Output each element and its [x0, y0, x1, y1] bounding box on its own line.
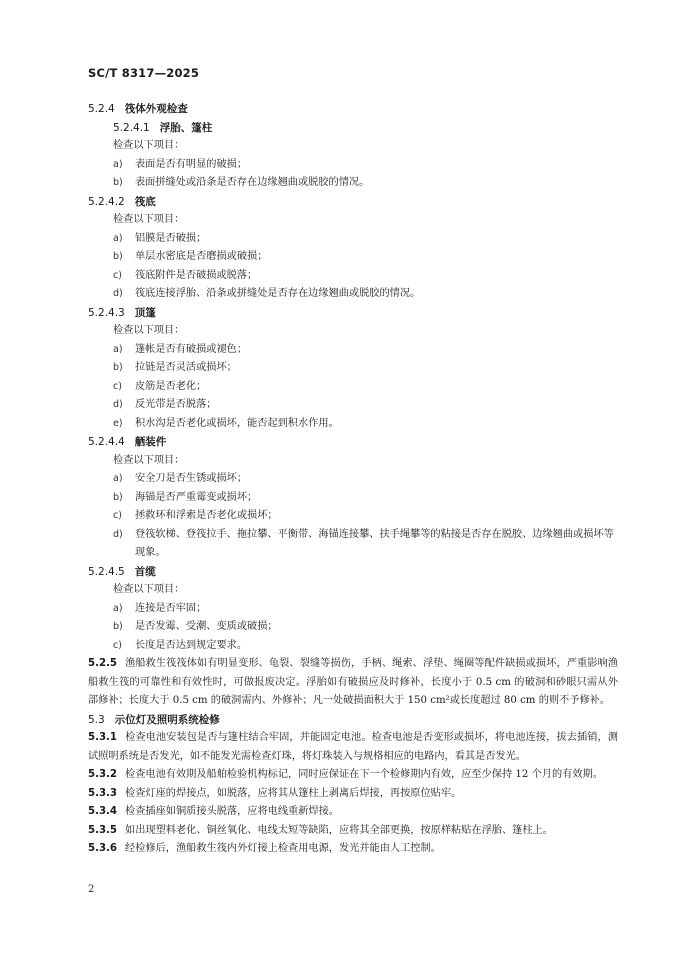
- heading-5-2-4-4: [88, 433, 618, 452]
- list-text: 筏底附件是否破损或脱落；: [135, 269, 258, 281]
- list-marker: a): [113, 343, 123, 355]
- list-marker: c): [113, 269, 122, 281]
- heading-title: 筏底: [134, 195, 156, 208]
- list-marker: c): [113, 639, 122, 651]
- heading-title: 首缆: [134, 565, 156, 578]
- list-item: [88, 489, 618, 508]
- clause-text: 渔船救生筏筏体如有明显变形、龟裂、裂缝等损伤，手柄、绳索、浮垫、绳圈等配件缺损或损坏，严重影响渔船救生筏的可靠性和有效性时，可做报废决定。浮胎如有破损应及时修补，长度小于 0.5 cm 的破洞和砂眼只需从外部修补；长度大于 0.5 cm 的破洞需内、外修补；凡一处破损面积大于 150 cm²或长度超过 80 cm 的则不予修补。: [88, 658, 618, 706]
- page-number: 2: [88, 884, 95, 895]
- list-item: [88, 470, 618, 489]
- heading-5-2-4: [88, 100, 618, 119]
- list-text: 单层水密底是否磨损或破损；: [135, 251, 268, 262]
- list-text: 筏底连接浮胎、沿条或拼缝处是否存在边缘翘曲或脱胶的情况。: [135, 288, 421, 299]
- clause-text: 检查电池有效期及船舶检验机构标记，同时应保证在下一个检修期内有效，应至少保持 12 个月的有效期。: [125, 769, 603, 780]
- clause-text: 检查插座如铜质接头脱落，应将电线重新焊接。: [125, 806, 339, 817]
- list-marker: b): [113, 177, 123, 188]
- intro-text: 检查以下项目：: [113, 325, 185, 336]
- clause-text: 检查灯座的焊接点，如脱落，应将其从篷柱上剥离后焊接，再按原位贴牢。: [125, 787, 462, 799]
- list-item: [88, 618, 618, 637]
- list-item: [88, 156, 618, 175]
- paragraph-5-3-6: [88, 840, 618, 859]
- list-item: [88, 415, 618, 434]
- list-item: [88, 507, 618, 526]
- list-text: 安全刀是否生锈或损坏；: [135, 473, 248, 484]
- list-text: 反光带是否脱落；: [135, 399, 217, 410]
- list-marker: b): [113, 621, 123, 632]
- list-marker: d): [113, 399, 123, 410]
- intro-text: 检查以下项目：: [113, 140, 185, 151]
- intro-text: 检查以下项目：: [113, 584, 185, 595]
- list-marker: b): [113, 491, 123, 503]
- list-marker: b): [113, 251, 123, 262]
- list-marker: c): [113, 510, 122, 521]
- clause-number: 5.3.1: [88, 732, 118, 743]
- list-text: 拯救环和浮索是否老化或损坏；: [135, 510, 278, 521]
- clause-number: 5.3.2: [88, 769, 118, 780]
- list-text: 铝膜是否破损；: [135, 232, 207, 244]
- paragraph-5-3-2: [88, 766, 618, 785]
- clause-text: 经检修后，渔船救生筏内外灯接上检查用电源，发光并能由人工控制。: [125, 843, 441, 854]
- heading-5-2-4-3: [88, 304, 618, 323]
- intro-text: 检查以下项目：: [113, 454, 185, 466]
- heading-number: 5.2.4.2: [88, 195, 125, 208]
- list-text: 海锚是否严重霉变或损坏；: [135, 491, 258, 503]
- heading-5-2-4-1: [88, 119, 618, 138]
- list-marker: a): [113, 602, 123, 614]
- list-item: [88, 341, 618, 360]
- list-item: [88, 378, 618, 397]
- heading-title: 浮胎、篷柱: [159, 121, 213, 134]
- heading-number: 5.2.4.5: [88, 565, 125, 578]
- list-text: 皮筋是否老化；: [135, 380, 207, 392]
- list-marker: d): [113, 528, 123, 540]
- intro-text: 检查以下项目：: [113, 214, 185, 225]
- heading-5-2-4-2: [88, 193, 618, 212]
- clause-number: 5.2.5: [88, 658, 118, 669]
- paragraph-5-3-4: [88, 803, 618, 822]
- list-marker: a): [113, 158, 123, 170]
- heading-number: 5.2.4: [88, 103, 115, 115]
- heading-title: 舾装件: [134, 436, 167, 448]
- list-marker: a): [113, 473, 123, 484]
- list-text: 长度是否达到规定要求。: [135, 639, 248, 651]
- paragraph-5-2-5: [88, 655, 618, 711]
- heading-title: 筏体外观检查: [124, 103, 188, 115]
- clause-number: 5.3.3: [88, 787, 118, 799]
- list-text: 拉链是否灵活或损坏；: [135, 362, 237, 373]
- list-item: [88, 248, 618, 267]
- clause-number: 5.3.4: [88, 806, 118, 817]
- paragraph-5-3-1: [88, 729, 618, 766]
- list-text: 积水沟是否老化或损坏，能否起到积水作用。: [135, 417, 339, 429]
- list-item: [88, 359, 618, 378]
- heading-5-2-4-5: [88, 563, 618, 582]
- list-text: 登筏软梯、登筏拉手、拖拉攀、平衡带、海锚连接攀、扶手绳攀等的粘接是否存在脱胶、边缘翘曲或损坏等现象。: [135, 528, 614, 558]
- list-text: 表面拼缝处或沿条是否存在边缘翘曲或脱胶的情况。: [135, 177, 370, 188]
- document-body: [88, 100, 618, 859]
- clause-text: 如出现塑料老化、铜丝氧化、电线太短等缺陷，应将其全部更换，按原样粘贴在浮胎、篷柱上。: [125, 824, 553, 836]
- list-marker: a): [113, 232, 123, 244]
- list-item: [88, 600, 618, 619]
- heading-number: 5.2.4.3: [88, 306, 125, 319]
- list-item: [88, 174, 618, 193]
- list-marker: d): [113, 288, 123, 299]
- clause-text: 检查电池安装包是否与篷柱结合牢固，并能固定电池。检查电池是否变形或损坏，将电池连接，拔去插销，测试照明系统是否发光，如不能发光需检查灯珠，将灯珠装入与规格相应的电路内，看其是否发光。: [88, 732, 618, 762]
- heading-title: 示位灯及照明系统检修: [114, 713, 220, 726]
- list-text: 篷帐是否有破损或褪色；: [135, 343, 248, 355]
- list-item: [88, 285, 618, 304]
- list-text: 表面是否有明显的破损；: [135, 158, 248, 170]
- document-code: SC/T 8317—2025: [88, 66, 200, 80]
- heading-title: 顶篷: [134, 306, 156, 319]
- list-marker: b): [113, 362, 123, 373]
- paragraph-5-3-3: [88, 785, 618, 804]
- list-item: [88, 526, 618, 563]
- heading-number: 5.3: [88, 713, 105, 726]
- list-marker: e): [113, 417, 123, 429]
- list-item: [88, 396, 618, 415]
- list-text: 是否发霉、受潮、变质或破损；: [135, 621, 278, 632]
- list-text: 连接是否牢固；: [135, 602, 207, 614]
- heading-number: 5.2.4.1: [113, 121, 150, 134]
- clause-number: 5.3.6: [88, 843, 118, 854]
- list-item: [88, 637, 618, 656]
- clause-number: 5.3.5: [88, 824, 118, 836]
- heading-number: 5.2.4.4: [88, 436, 125, 448]
- list-item: [88, 230, 618, 249]
- paragraph-5-3-5: [88, 822, 618, 841]
- list-marker: c): [113, 380, 122, 392]
- list-item: [88, 267, 618, 286]
- heading-5-3: [88, 711, 618, 730]
